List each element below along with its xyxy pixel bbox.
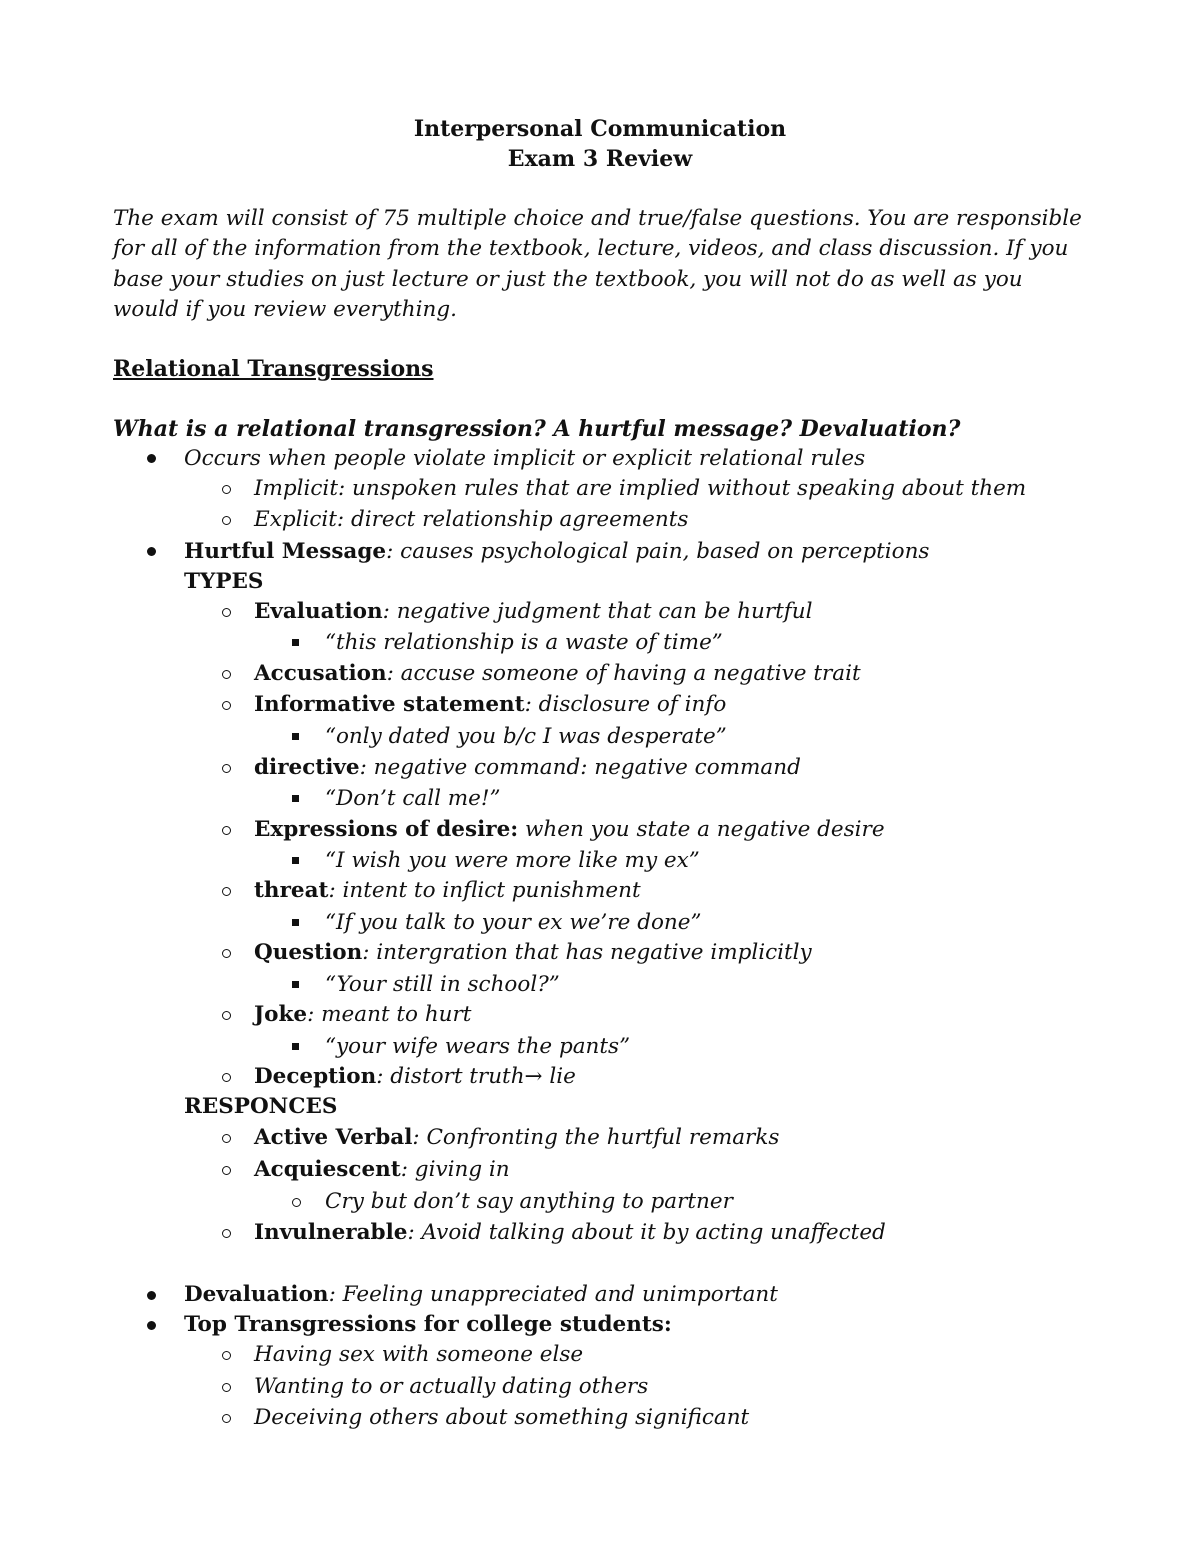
example-threat: “If you talk to your ex we’re done” — [325, 910, 702, 935]
bullet-circle-icon — [222, 701, 231, 710]
term-invulnerable: Invulnerable — [254, 1220, 408, 1245]
bullet-square-icon — [292, 733, 299, 740]
list-item-hurtful-message — [184, 537, 929, 567]
list-item-evaluation — [254, 597, 812, 627]
list-item-implicit: Implicit: unspoken rules that are implied without speaking about them — [254, 476, 1027, 501]
bullet-circle-icon — [222, 1011, 231, 1020]
term-question: Question — [254, 940, 363, 965]
list-item-occurs: Occurs when people violate implicit or explicit relational rules — [184, 446, 866, 471]
bullet-disc-icon — [147, 1321, 156, 1330]
term-informative-statement: Informative statement — [254, 692, 525, 717]
bullet-square-icon — [292, 981, 299, 988]
example-evaluation: “this relationship is a waste of time” — [325, 630, 723, 655]
example-acquiescent: Cry but don’t say anything to partner — [325, 1189, 733, 1214]
definition-directive: : negative command: negative command — [359, 755, 801, 780]
definition-acquiescent: : giving in — [400, 1157, 510, 1182]
term-accusation: Accusation — [254, 661, 387, 686]
bullet-circle-icon — [222, 764, 231, 773]
intro-paragraph: The exam will consist of 75 multiple choice and true/false questions. You are responsible for all of the information from the textbook, lecture, videos, and class discussion. If you base your studies on just lecture or just the textbook, you will not do as well as you would if you review everything. — [113, 206, 1082, 322]
term-evaluation: Evaluation — [254, 599, 383, 624]
bullet-circle-icon — [222, 1414, 231, 1423]
list-item-informative-statement — [254, 690, 726, 720]
bullet-circle-icon — [222, 670, 231, 679]
definition-invulnerable: : Avoid talking about it by acting unaffected — [407, 1220, 886, 1245]
bullet-circle-icon — [222, 826, 231, 835]
definition-accusation: : accuse someone of having a negative trait — [386, 661, 861, 686]
section-heading: Relational Transgressions — [113, 356, 434, 382]
bullet-circle-icon — [222, 887, 231, 896]
bullet-circle-icon — [222, 1166, 231, 1175]
bullet-circle-icon — [222, 1351, 231, 1360]
bullet-circle-icon — [222, 1229, 231, 1238]
list-item-joke — [254, 1000, 471, 1030]
example-joke: “your wife wears the pants” — [325, 1034, 631, 1059]
term-acquiescent: Acquiescent — [254, 1157, 401, 1182]
bullet-square-icon — [292, 857, 299, 864]
bullet-disc-icon — [147, 547, 156, 556]
definition-evaluation: : negative judgment that can be hurtful — [382, 599, 813, 624]
top-transgression-2: Wanting to or actually dating others — [254, 1374, 649, 1399]
list-item-directive — [254, 753, 801, 783]
list-item-top-transgressions: Top Transgressions for college students: — [184, 1312, 672, 1337]
term-joke: Joke — [254, 1002, 308, 1027]
definition-devaluation: : Feeling unappreciated and unimportant — [328, 1282, 778, 1307]
bullet-disc-icon — [147, 1291, 156, 1300]
list-item-active-verbal — [254, 1123, 779, 1153]
bullet-circle-icon — [222, 516, 231, 525]
definition-question: : intergration that has negative implicitly — [362, 940, 812, 965]
definition-hurtful-message: : causes psychological pain, based on perceptions — [386, 539, 930, 564]
list-item-acquiescent — [254, 1155, 510, 1185]
list-item-expressions-of-desire — [254, 815, 885, 845]
term-devaluation: Devaluation — [184, 1282, 329, 1307]
term-deception: Deception — [254, 1064, 377, 1089]
term-threat: threat — [254, 878, 329, 903]
list-item-deception — [254, 1062, 576, 1092]
example-directive: “Don’t call me!” — [325, 786, 501, 811]
bullet-circle-icon — [222, 1134, 231, 1143]
bullet-square-icon — [292, 795, 299, 802]
bullet-circle-icon — [222, 485, 231, 494]
example-informative-statement: “only dated you b/c I was desperate” — [325, 724, 727, 749]
bullet-disc-icon — [147, 454, 156, 463]
definition-informative-statement: : disclosure of info — [524, 692, 727, 717]
question-heading: What is a relational transgression? A hurtful message? Devaluation? — [113, 416, 961, 442]
definition-deception: : distort truth→ lie — [376, 1064, 576, 1089]
bullet-circle-icon — [292, 1198, 301, 1207]
bullet-square-icon — [292, 639, 299, 646]
definition-joke: : meant to hurt — [307, 1002, 472, 1027]
responces-label: RESPONCES — [184, 1094, 338, 1119]
list-item-threat — [254, 876, 641, 906]
definition-expressions-of-desire: when you state a negative desire — [518, 817, 885, 842]
example-question: “Your still in school?” — [325, 972, 560, 997]
top-transgression-1: Having sex with someone else — [254, 1342, 584, 1367]
term-hurtful-message: Hurtful Message — [184, 539, 387, 564]
definition-threat: : intent to inflict punishment — [328, 878, 641, 903]
list-item-devaluation — [184, 1280, 778, 1310]
term-directive: directive — [254, 755, 360, 780]
types-label: TYPES — [184, 569, 264, 594]
list-item-invulnerable — [254, 1218, 886, 1248]
document-subtitle: Exam 3 Review — [507, 146, 693, 172]
bullet-circle-icon — [222, 1073, 231, 1082]
document-title: Interpersonal Communication — [413, 116, 787, 142]
bullet-circle-icon — [222, 949, 231, 958]
bullet-square-icon — [292, 919, 299, 926]
term-expressions-of-desire: Expressions of desire: — [254, 817, 519, 842]
list-item-accusation — [254, 659, 861, 689]
term-active-verbal: Active Verbal — [254, 1125, 413, 1150]
list-item-explicit: Explicit: direct relationship agreements — [254, 507, 689, 532]
bullet-circle-icon — [222, 608, 231, 617]
top-transgression-3: Deceiving others about something significant — [254, 1405, 750, 1430]
example-expressions-of-desire: “I wish you were more like my ex” — [325, 848, 700, 873]
bullet-circle-icon — [222, 1383, 231, 1392]
list-item-question — [254, 938, 812, 968]
definition-active-verbal: : Confronting the hurtful remarks — [412, 1125, 780, 1150]
bullet-square-icon — [292, 1043, 299, 1050]
